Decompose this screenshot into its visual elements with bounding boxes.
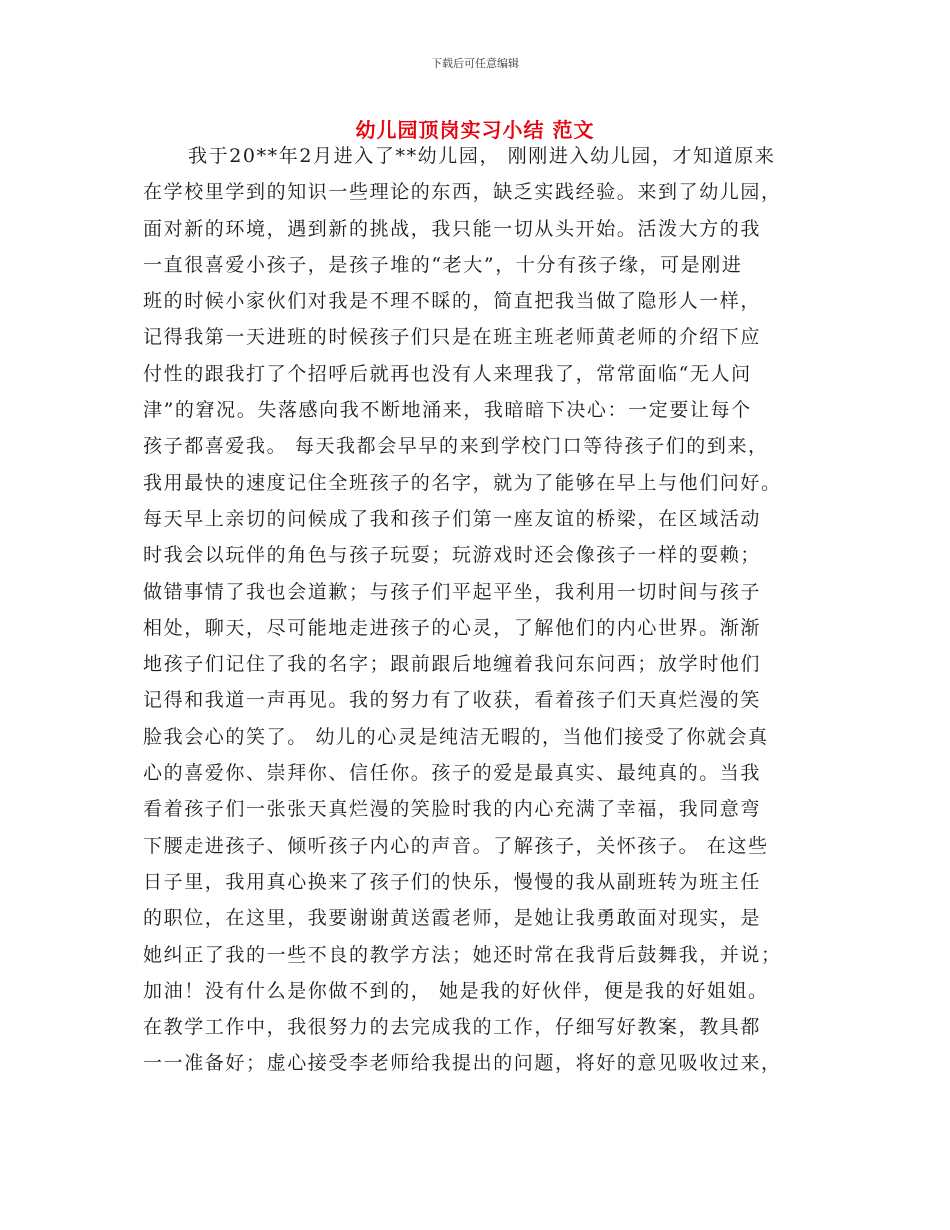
- body-line: 心的喜爱你、崇拜你、信任你。孩子的爱是最真实、最纯真的。当我: [143, 762, 762, 785]
- body-line: 我用最快的速度记住全班孩子的名字，就为了能够在早上与他们问好。: [143, 471, 782, 494]
- body-line: 下腰走进孩子、倾听孩子内心的声音。了解孩子，关怀孩子。 在这些: [143, 834, 769, 857]
- body-line: 加油！没有什么是你做不到的， 她是我的好伙伴，便是我的好姐姐。: [143, 979, 769, 1002]
- body-line: 做错事情了我也会道歉；与孩子们平起平坐，我利用一切时间与孩子: [143, 580, 762, 603]
- body-line: 的职位，在这里，我要谢谢黄送霞老师，是她让我勇敢面对现实，是: [143, 907, 762, 930]
- header-note: 下载后可任意编辑: [431, 57, 519, 70]
- document-body: [143, 138, 823, 1082]
- body-line: 面对新的环境，遇到新的挑战，我只能一切从头开始。活泼大方的我: [143, 217, 762, 240]
- body-line: 她纠正了我的一些不良的教学方法；她还时常在我背后鼓舞我，并说；: [143, 943, 782, 966]
- body-line: 相处，聊天，尽可能地走进孩子的心灵，了解他们的内心世界。渐渐: [143, 616, 762, 639]
- body-line: 孩子都喜爱我。 每天我都会早早的来到学校门口等待孩子们的到来，: [143, 435, 769, 458]
- body-line: 我于20**年2月进入了**幼儿园， 刚刚进入幼儿园，才知道原来: [188, 145, 776, 167]
- document-title: 幼儿园顶岗实习小结 范文: [355, 118, 595, 142]
- body-line: 付性的跟我打了个招呼后就再也没有人来理我了，常常面临“无人问: [143, 362, 752, 385]
- body-line: 日子里，我用真心换来了孩子们的快乐，慢慢的我从副班转为班主任: [143, 870, 762, 893]
- body-line: 津”的窘况。失落感向我不断地涌来，我暗暗下决心：一定要让每个: [143, 399, 752, 422]
- body-line: 看着孩子们一张张天真烂漫的笑脸时我的内心充满了幸福，我同意弯: [143, 798, 762, 821]
- body-line: 记得和我道一声再见。我的努力有了收获，看着孩子们天真烂漫的笑: [143, 689, 762, 712]
- body-line: 时我会以玩伴的角色与孩子玩耍；玩游戏时还会像孩子一样的耍赖；: [143, 544, 762, 567]
- body-line: 一直很喜爱小孩子，是孩子堆的“老大”，十分有孩子缘，可是刚进: [143, 253, 743, 276]
- body-line: 在教学工作中，我很努力的去完成我的工作，仔细写好教案，教具都: [143, 1016, 762, 1039]
- body-line: 在学校里学到的知识一些理论的东西，缺乏实践经验。来到了幼儿园，: [143, 181, 782, 204]
- body-line: 一一准备好；虚心接受李老师给我提出的问题，将好的意见吸收过来，: [143, 1052, 782, 1075]
- body-line: 脸我会心的笑了。 幼儿的心灵是纯洁无暇的，当他们接受了你就会真: [143, 725, 769, 748]
- body-line: 记得我第一天进班的时候孩子们只是在班主班老师黄老师的介绍下应: [143, 326, 762, 349]
- body-line: 班的时候小家伙们对我是不理不睬的，简直把我当做了隐形人一样，: [143, 290, 762, 313]
- body-line: 每天早上亲切的问候成了我和孩子们第一座友谊的桥梁，在区域活动: [143, 507, 762, 530]
- body-line: 地孩子们记住了我的名字；跟前跟后地缠着我问东问西；放学时他们: [143, 653, 762, 676]
